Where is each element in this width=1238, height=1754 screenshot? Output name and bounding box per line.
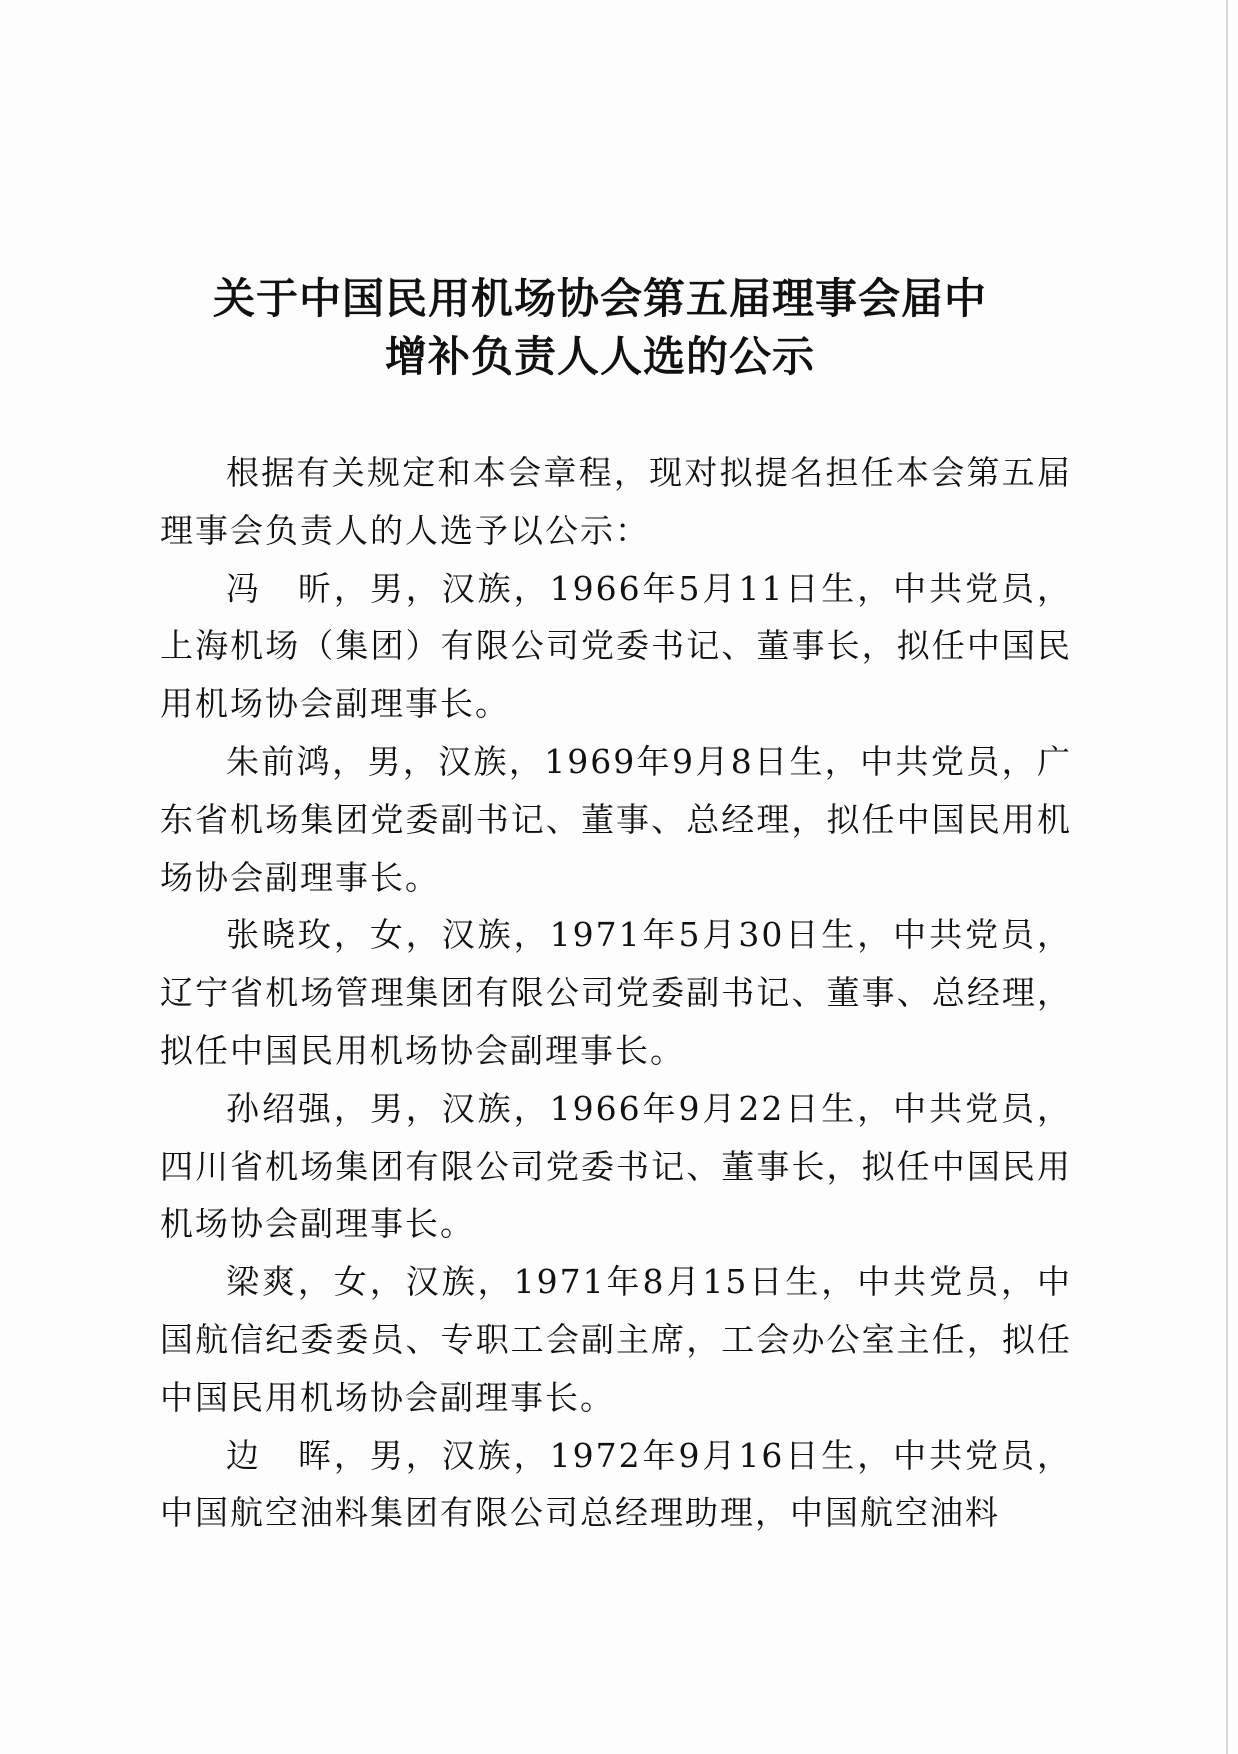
document-title: [150, 270, 1050, 386]
document-body: [160, 444, 1072, 1542]
candidate-paragraph-zhu: 朱前鸿，男，汉族，1969年9月8日生，中共党员，广东省机场集团党委副书记、董事、总经理，拟任中国民用机场协会副理事长。: [160, 741, 1072, 897]
candidate-paragraph-liang: 梁爽，女，汉族，1971年8月15日生，中共党员，中国航信纪委委员、专职工会副主席，工会办公室主任，拟任中国民用机场协会副理事长。: [160, 1262, 1072, 1417]
intro-paragraph: 根据有关规定和本会章程，现对拟提名担任本会第五届理事会负责人的人选予以公示：: [160, 453, 1072, 550]
candidate-paragraph-feng: 冯 昕，男，汉族，1966年5月11日生，中共党员，上海机场（集团）有限公司党委书记、董事长，拟任中国民用机场协会副理事长。: [160, 568, 1072, 724]
scan-edge-line: [1226, 0, 1228, 1754]
candidate-paragraph-bian: 边 晖，男，汉族，1972年9月16日生，中共党员，中国航空油料集团有限公司总经理助理，中国航空油料: [160, 1435, 1072, 1533]
title-line-2: 增补负责人人选的公示: [384, 332, 815, 381]
candidate-paragraph-zhang: 张晓玫，女，汉族，1971年5月30日生，中共党员，辽宁省机场管理集团有限公司党委副书记、董事、总经理，拟任中国民用机场协会副理事长。: [160, 915, 1072, 1070]
candidate-paragraph-sun: 孙绍强，男，汉族，1966年9月22日生，中共党员，四川省机场集团有限公司党委书记、董事长，拟任中国民用机场协会副理事长。: [160, 1088, 1072, 1244]
title-line-1: 关于中国民用机场协会第五届理事会届中: [212, 274, 987, 323]
